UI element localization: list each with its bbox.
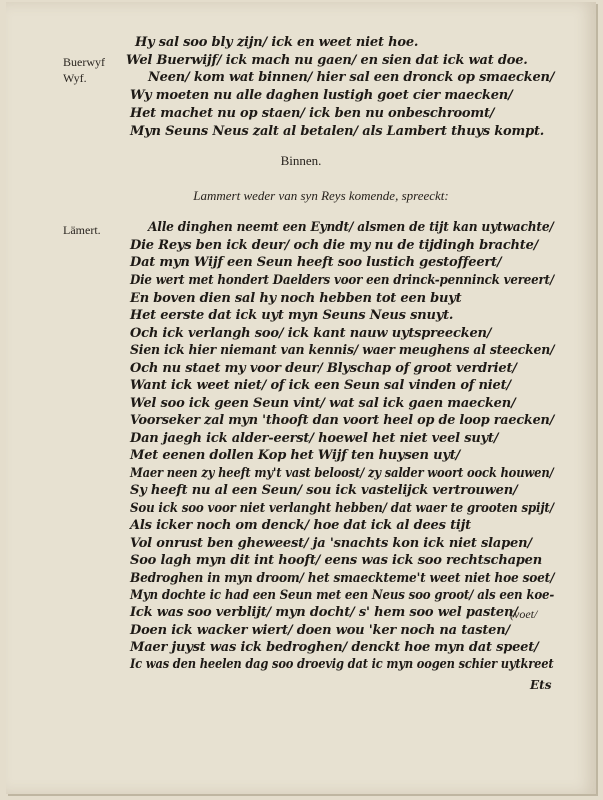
main-dialogue xyxy=(6,2,596,794)
text-line: Maer neen zy heeft my't vast beloost/ zy salder woort oock houwen/ xyxy=(130,466,554,481)
book-page xyxy=(6,2,596,794)
margin-continuation: (voet/ xyxy=(510,607,538,621)
text-line: Het eerste dat ick uyt myn Seuns Neus snuyt. xyxy=(130,308,454,323)
text-line: Het machet nu op staen/ ick ben nu onbeschroomt/ xyxy=(130,106,495,121)
text-line: Als icker noch om denck/ hoe dat ick al dees tijt xyxy=(130,518,471,533)
text-line: Dat myn Wijf een Seun heeft soo lustich gestoffeert/ xyxy=(130,255,502,270)
speaker-label: Buerwyf xyxy=(63,55,105,69)
text-line: Soo lagh myn dit int hooft/ eens was ick soo rechtschapen xyxy=(130,553,543,568)
text-line: Hy sal soo bly zijn/ ick en weet niet hoe. xyxy=(135,35,419,50)
text-line: Voorseker zal myn 'thooft dan voort heel op de loop raecken/ xyxy=(130,413,555,428)
text-line: Myn dochte ic had een Seun met een Neus soo groot/ als een koe- xyxy=(130,588,555,603)
text-line: Ick was soo verblijt/ myn docht/ s' hem soo wel pasten/ xyxy=(130,605,518,620)
text-line: Sou ick soo voor niet verlanght hebben/ dat waer te grooten spijt/ xyxy=(130,501,554,516)
scene-heading: Lammert weder van syn Reys komende, spreeckt: xyxy=(193,188,449,203)
text-line: Met eenen dollen Kop het Wijf ten huysen uyt/ xyxy=(130,448,461,463)
text-line: Wel Buerwijf/ ick mach nu gaen/ en sien dat ick wat doe. xyxy=(126,53,528,68)
text-line: Doen ick wacker wiert/ doen wou 'ker noch na tasten/ xyxy=(130,623,511,638)
speaker-label: Wyf. xyxy=(63,71,87,85)
text-line: Bedroghen in myn droom/ het smaeckteme't weet niet hoe soet/ xyxy=(130,571,555,586)
stage-direction: Binnen. xyxy=(280,153,322,168)
text-line: Sy heeft nu al een Seun/ sou ick vastelijck vertrouwen/ xyxy=(130,483,518,498)
text-line: Neen/ kom wat binnen/ hier sal een dronck op smaecken/ xyxy=(148,70,555,85)
text-line: Wel soo ick geen Seun vint/ wat sal ick gaen maecken/ xyxy=(130,396,516,411)
text-line: Maer juyst was ick bedroghen/ denckt hoe myn dat speet/ xyxy=(130,640,539,655)
text-line: Want ick weet niet/ of ick een Seun sal vinden of niet/ xyxy=(130,378,511,393)
text-line: Ic was den heelen dag soo droevig dat ic myn oogen schier uytkreet xyxy=(130,657,554,672)
text-line: Och ick verlangh soo/ ick kant nauw uytspreecken/ xyxy=(130,326,492,341)
text-line: Vol onrust ben gheweest/ ja 'snachts kon ick niet slapen/ xyxy=(130,536,532,551)
text-line: Sien ick hier niemant van kennis/ waer meughens al steecken/ xyxy=(130,343,555,358)
catchword: Ets xyxy=(530,678,552,692)
text-line: Die wert met hondert Daelders voor een drinck-penninck vereert/ xyxy=(130,273,555,288)
text-line: Och nu staet my voor deur/ Blyschap of groot verdriet/ xyxy=(130,361,517,376)
speaker-label: Lämert. xyxy=(63,223,101,237)
text-line: Wy moeten nu alle daghen lustigh goet cier maecken/ xyxy=(130,88,513,103)
text-line: En boven dien sal hy noch hebben tot een buyt xyxy=(130,291,462,306)
text-line: Alle dinghen neemt een Eyndt/ alsmen de tijt kan uytwachte/ xyxy=(148,220,554,235)
text-line: Myn Seuns Neus zalt al betalen/ als Lambert thuys kompt. xyxy=(130,124,545,139)
text-line: Die Reys ben ick deur/ och die my nu de tijdingh brachte/ xyxy=(130,238,539,253)
text-line: Dan jaegh ick alder-eerst/ hoewel het niet veel suyt/ xyxy=(130,431,499,446)
